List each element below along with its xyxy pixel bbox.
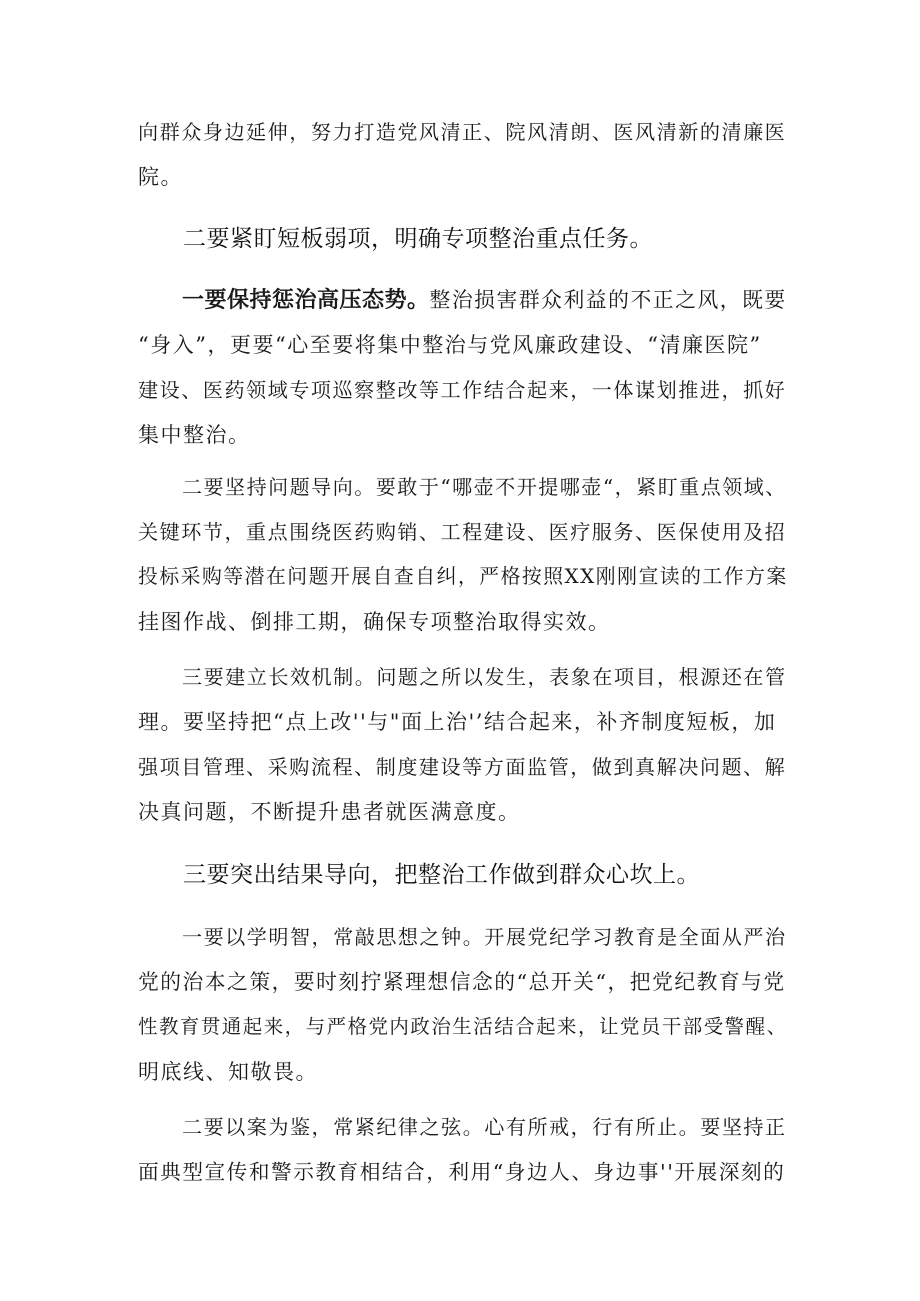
paragraph-line: 二要坚持问题导向。要敢于“哪壶不开提哪壶“，紧盯重点领域、 (182, 475, 787, 499)
paragraph-line: 投标采购等潜在问题开展自查自纠，严格按照XX刚刚宣读的工作方案 (138, 565, 788, 588)
section-heading: 三要突出结果导向，把整治工作做到群众心坎上。 (183, 862, 700, 888)
paragraph-line: 一要以学明智，常敲思想之钟。开展党纪学习教育是全面从严治 (182, 925, 787, 949)
paragraph-line (182, 286, 787, 315)
paragraph-line: 关键环节，重点围绕医药购销、工程建设、医疗服务、医保使用及招 (138, 520, 787, 544)
section-heading: 二要紧盯短板弱项，明确专项整治重点任务。 (183, 226, 653, 252)
paragraph-line: “身入”，更要“心至要将集中整治与党风廉政建设、“清廉医院” (138, 333, 762, 357)
paragraph-line: 挂图作战、倒排工期，确保专项整治取得实效。 (138, 610, 611, 634)
paragraph-line: 决真问题，不断提升患者就医满意度。 (138, 800, 521, 824)
paragraph-line: 面典型宣传和警示教育相结合，利用“身边人、身边事''开展深刻的 (138, 1160, 786, 1184)
paragraph-line: 理。要坚持把“点上改''与"面上治'’结合起来，补齐制度短板，加 (138, 710, 777, 734)
paragraph-line: 明底线、知敬畏。 (138, 1060, 318, 1084)
paragraph-line: 向群众身边延伸，努力打造党风清正、院风清朗、医风清新的清廉医 (138, 120, 787, 144)
bold-lead: 一要保持惩治高压态势。 (182, 288, 430, 313)
paragraph-line: 性教育贯通起来，与严格党内政治生活结合起来，让党员干部受警醒、 (138, 1015, 788, 1038)
paragraph-line: 二要以案为鉴，常紧纪律之弦。心有所戒，行有所止。要坚持正 (182, 1115, 787, 1139)
paragraph-line: 党的治本之策，要时刻拧紧理想信念的“总开关“，把党纪教育与党 (138, 970, 786, 994)
paragraph-line: 院。 (138, 165, 183, 189)
paragraph-line: 强项目管理、采购流程、制度建设等方面监管，做到真解决问题、解 (138, 755, 787, 779)
paragraph-line: 集中整治。 (138, 423, 251, 447)
paragraph-text: 整治损害群众利益的不正之风，既要 (429, 288, 787, 312)
paragraph-line: 三要建立长效机制。问题之所以发生，表象在项目，根源还在管 (182, 665, 787, 689)
paragraph-line: 建设、医药领域专项巡察整改等工作结合起来，一体谋划推进，抓好 (138, 378, 787, 402)
